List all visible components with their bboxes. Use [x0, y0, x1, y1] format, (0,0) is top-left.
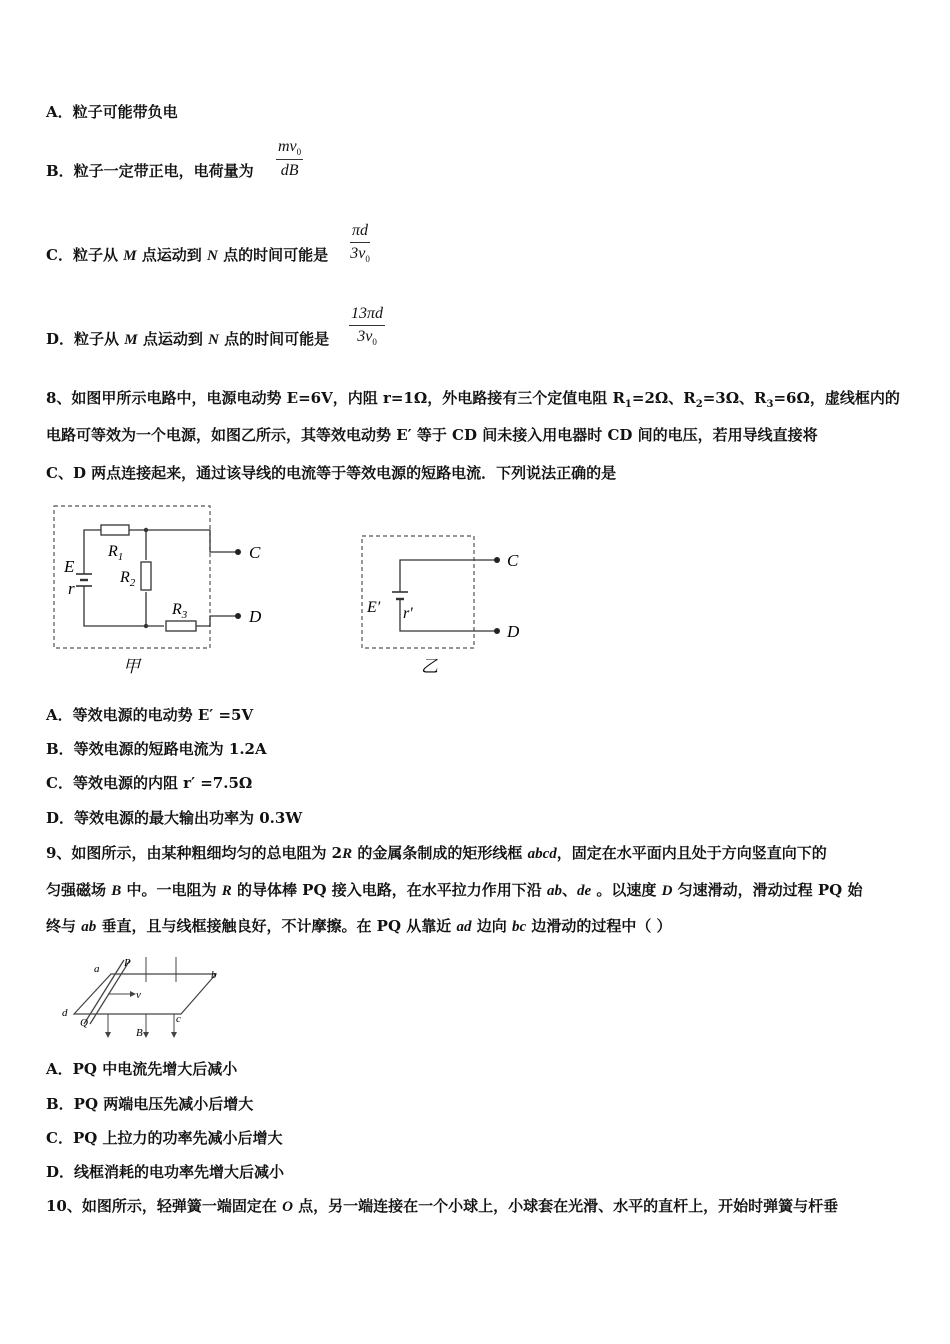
q8-stem-line-1: 8、如图甲所示电路中，电源电动势 E=6V，内阻 r=1Ω，外电路接有三个定值电阻 $R_1=2\Omega$、$R_2=3\Omega$、$R_3=6\Omega$，虚线框内的	[46, 389, 900, 410]
label-b-field: B	[136, 1027, 143, 1039]
label-r: r	[68, 579, 75, 598]
q9-option-c: C．PQ 上拉力的功率先减小后增大	[46, 1129, 283, 1147]
label-r1: $R_1$	[108, 543, 124, 563]
q7-option-d-fraction: $\frac{13\pi d}{3v_0}$	[351, 305, 384, 348]
q10-stem-line-1: 10、如图所示，轻弹簧一端固定在 O 点，另一端连接在一个小球上，小球套在光滑、水平的直杆上，开始时弹簧与杆垂	[46, 1197, 839, 1215]
label-d: D	[507, 622, 520, 641]
label-e-prime: E′	[367, 599, 381, 616]
label-c: c	[176, 1013, 181, 1025]
q9-stem-line-2: 匀强磁场 B 中。一电阻为 R 的导体棒 PQ 接入电路，在水平拉力作用下沿 ab、de 。以速度 D 匀速滑动，滑动过程 PQ 始	[46, 881, 863, 899]
arrow-down-icon	[143, 1032, 149, 1038]
figure-caption-jia: 甲	[123, 657, 140, 676]
label-d: d	[62, 1007, 68, 1019]
terminal-d	[494, 628, 500, 634]
q7-option-c-fraction: $\frac{\pi d}{3v_0}$	[350, 222, 370, 265]
terminal-d	[235, 613, 241, 619]
q9-frame-figure	[46, 952, 276, 1042]
wire-frame	[74, 974, 216, 1014]
arrow-down-icon	[105, 1032, 111, 1038]
resistor-r1	[101, 525, 129, 535]
label-c: C	[249, 543, 261, 562]
label-e: E	[64, 557, 75, 576]
label-v: v	[136, 989, 141, 1001]
q8-option-d: D．等效电源的最大输出功率为 0.3W	[46, 809, 303, 827]
label-q: Q	[80, 1017, 88, 1029]
label-r-prime: r′	[403, 605, 413, 622]
label-r3: $R_3$	[172, 601, 188, 621]
label-r2: $R_2$	[120, 569, 136, 589]
q8-stem-line-2: 电路可等效为一个电源，如图乙所示，其等效电动势 E′ 等于 CD 间未接入用电器时 CD 间的电压，若用导线直接将	[46, 426, 818, 444]
q7-option-b: B．粒子一定带正电，电荷量为	[46, 162, 254, 180]
q9-option-a: A．PQ 中电流先增大后减小	[46, 1060, 238, 1078]
q7-option-d: D．粒子从 M 点运动到 N 点的时间可能是	[46, 330, 330, 348]
q8-option-a: A．等效电源的电动势 E′ =5V	[46, 706, 254, 724]
q7-option-b-fraction: $\frac{mv_0}{dB}$	[278, 138, 302, 180]
q8-circuit-figure-jia	[46, 500, 286, 680]
label-p: P	[124, 957, 131, 969]
q9-option-b: B．PQ 两端电压先减小后增大	[46, 1095, 254, 1113]
q8-stem-line-3: C、D 两点连接起来，通过该导线的电流等于等效电源的短路电流．下列说法正确的是	[46, 464, 617, 482]
terminal-c	[494, 557, 500, 563]
terminal-c	[235, 549, 241, 555]
label-d: D	[249, 607, 262, 626]
label-b: b	[211, 969, 217, 981]
q9-stem-line-3: 终与 ab 垂直，且与线框接触良好，不计摩擦。在 PQ 从靠近 ad 边向 bc 边滑动的过程中（ ）	[46, 917, 672, 935]
q9-option-d: D．线框消耗的电功率先增大后减小	[46, 1163, 285, 1181]
label-c: C	[507, 551, 519, 570]
resistor-r2	[141, 562, 151, 590]
q8-circuit-figure-yi	[355, 530, 545, 680]
q7-option-c: C．粒子从 M 点运动到 N 点的时间可能是	[46, 246, 329, 264]
q8-option-b: B．等效电源的短路电流为 1.2A	[46, 740, 267, 758]
q8-option-c: C．等效电源的内阻 r′ =7.5Ω	[46, 774, 253, 792]
resistor-r3	[166, 621, 196, 631]
figure-caption-yi: 乙	[421, 657, 438, 676]
label-a: a	[94, 963, 100, 975]
q7-option-a: A．粒子可能带负电	[46, 103, 178, 121]
q9-stem-line-1: 9、如图所示，由某种粗细均匀的总电阻为 2R 的金属条制成的矩形线框 abcd，固定在水平面内且处于方向竖直向下的	[46, 844, 827, 862]
arrow-down-icon	[171, 1032, 177, 1038]
